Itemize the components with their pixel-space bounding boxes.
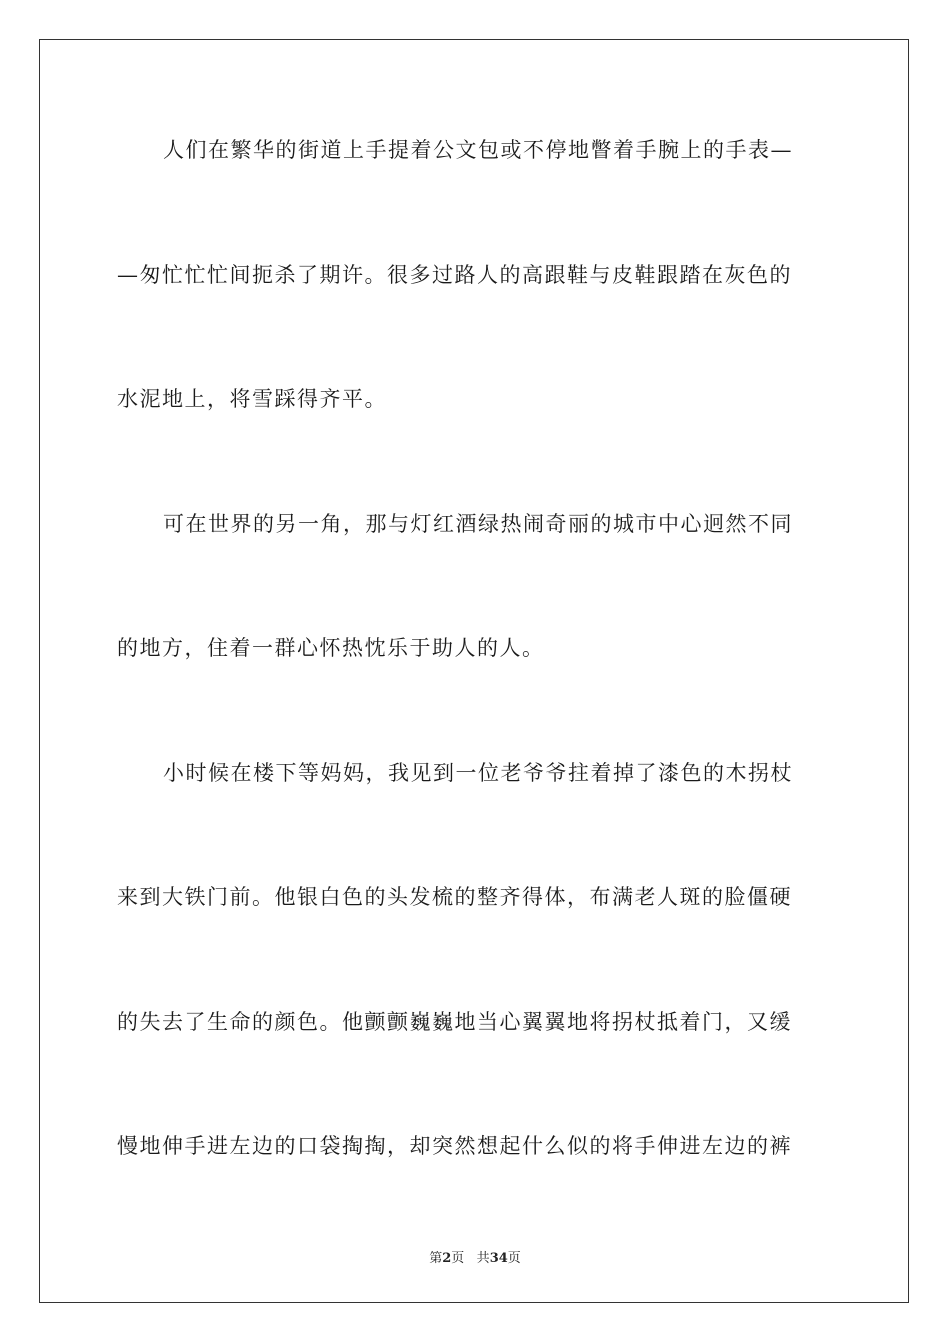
footer-page-suffix: 页 <box>451 1251 465 1266</box>
page-footer <box>0 1247 950 1266</box>
text-line: 慢地伸手进左边的口袋掏掏，却突然想起什么似的将手伸进左边的裤 <box>117 1134 792 1158</box>
footer-prefix: 第 <box>429 1251 443 1266</box>
text-line: —匆忙忙忙间扼杀了期许。很多过路人的高跟鞋与皮鞋跟踏在灰色的 <box>117 263 792 287</box>
footer-total-prefix: 共 <box>476 1251 490 1266</box>
footer-total-suffix: 页 <box>507 1251 521 1266</box>
page-number: 2 <box>442 1251 452 1266</box>
text-line: 的失去了生命的颜色。他颤颤巍巍地当心翼翼地将拐杖抵着门，又缓 <box>117 1010 792 1034</box>
text-line: 水泥地上，将雪踩得齐平。 <box>117 387 387 411</box>
text-line: 可在世界的另一角，那与灯红酒绿热闹奇丽的城市中心迥然不同 <box>163 512 793 536</box>
page-total: 34 <box>489 1251 508 1266</box>
text-line: 的地方，住着一群心怀热忱乐于助人的人。 <box>117 636 545 660</box>
text-line: 小时候在楼下等妈妈，我见到一位老爷爷拄着掉了漆色的木拐杖 <box>163 761 793 785</box>
text-line: 来到大铁门前。他银白色的头发梳的整齐得体，布满老人斑的脸僵硬 <box>117 885 792 909</box>
page-frame <box>39 39 909 1303</box>
text-line: 人们在繁华的街道上手提着公文包或不停地瞥着手腕上的手表— <box>163 138 793 162</box>
